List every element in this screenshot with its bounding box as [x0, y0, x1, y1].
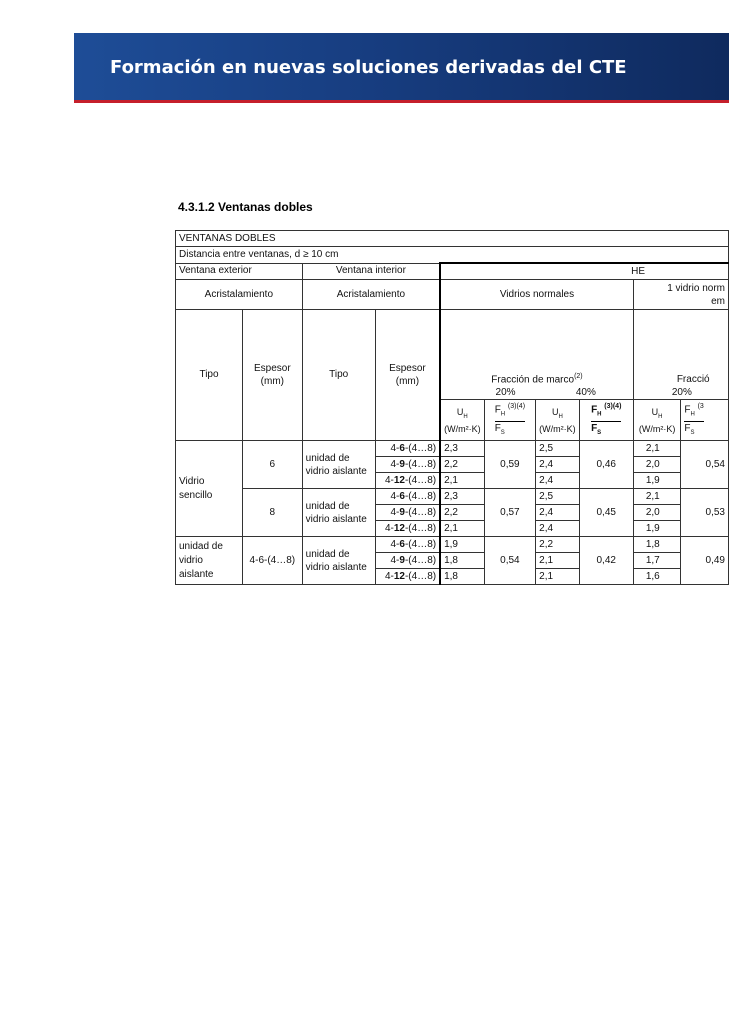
he-header: HE: [440, 263, 728, 280]
uh20-be-value: 2,1: [633, 441, 681, 457]
fh-fs-40-value: 0,45: [579, 489, 633, 537]
espesor-part: 4-: [390, 458, 400, 470]
uh40-value: 2,1: [536, 569, 579, 585]
tipo-int-header: Tipo: [302, 310, 375, 441]
uh40-value: 2,4: [536, 521, 579, 537]
espesor-part: 4-: [390, 490, 400, 502]
int-tipo-unidad-vidrio-aislante: [302, 441, 375, 489]
ext-espesor-8: 8: [243, 489, 303, 537]
espesor-part: 6: [399, 490, 405, 502]
fh-40: F: [591, 404, 598, 416]
page-title: Formación en nuevas soluciones derivadas del CTE: [110, 57, 627, 78]
fh-20-sub: H: [500, 411, 506, 418]
uh20-be-value: 1,9: [633, 473, 681, 489]
data-rows: [176, 441, 729, 585]
cell-line: unidad de: [305, 452, 350, 464]
int-espesor-cell: [375, 521, 440, 537]
cell-line: vidrio aislante: [305, 513, 367, 525]
fh-fs-20-value: 0,57: [484, 489, 536, 537]
fs-20-be-sub: S: [690, 430, 695, 437]
table-row: [176, 441, 729, 457]
cell-line: vidrio: [179, 554, 203, 566]
uh40-value: 2,4: [536, 457, 579, 473]
cell-line: sencillo: [179, 489, 213, 501]
distance-cell: Distancia entre ventanas, d ≥ 10 cm: [176, 247, 729, 264]
pct-20-be-label: 20%: [671, 387, 692, 398]
ext-espesor-6: 6: [243, 441, 303, 489]
bajo-emisivo-line1: 1 vidrio norm: [667, 282, 725, 294]
fh-fs-20-be-value: 0,53: [681, 489, 729, 537]
fs-20-sub: S: [500, 430, 505, 437]
uh20-value: 1,8: [440, 569, 484, 585]
fs-20: F: [494, 423, 501, 435]
uh-20-be-label: U: [651, 406, 659, 417]
acristalamiento-ext-header: Acristalamiento: [176, 280, 303, 310]
int-espesor-cell: [375, 505, 440, 521]
uh20-value: 2,1: [440, 521, 484, 537]
uh20-be-value: 1,9: [633, 521, 681, 537]
tipo-ext-header: Tipo: [176, 310, 243, 441]
table-row: [176, 489, 729, 505]
int-espesor-cell: [375, 457, 440, 473]
cell-line: Vidrio: [179, 475, 205, 487]
espesor-ext-header: Espesor: [253, 363, 291, 375]
fraccion-be-label: Fracció: [676, 374, 710, 385]
espesor-part: 4-: [384, 474, 394, 486]
fs-20-be: F: [684, 423, 691, 435]
uh-20-units: (W/m²·K): [444, 423, 481, 434]
uh-20-be-sub: H: [658, 413, 663, 420]
cell-line: aislante: [179, 568, 214, 580]
uh40-value: 2,5: [536, 441, 579, 457]
fh-20-sup: (3)(4): [507, 403, 526, 410]
uh-40-label: U: [551, 406, 559, 417]
cell-line: vidrio aislante: [305, 561, 367, 573]
uh20-value: 1,8: [440, 553, 484, 569]
fh-fs-20-be-value: 0,49: [681, 537, 729, 585]
int-tipo-unidad-vidrio-aislante: [302, 489, 375, 537]
fh-40-sup: (3)(4): [604, 403, 622, 410]
espesor-part: 6: [399, 538, 405, 550]
int-espesor-cell: [375, 489, 440, 505]
fh-40-sub: H: [597, 411, 602, 418]
fh-fs-20-be-label: [684, 400, 703, 440]
uh-40-sub: H: [558, 413, 563, 420]
espesor-part: 4-: [390, 538, 400, 550]
vidrios-normales-header: Vidrios normales: [440, 280, 633, 310]
espesor-part: -(4…8): [404, 458, 437, 470]
espesor-part: -(4…8): [404, 538, 437, 550]
cell-line: unidad de: [305, 548, 350, 560]
uh20-value: 2,3: [440, 441, 484, 457]
fh-20-be-sub: H: [690, 411, 695, 418]
uh20-value: 2,3: [440, 489, 484, 505]
fh-fs-40-value: 0,42: [579, 537, 633, 585]
int-espesor-cell: [375, 553, 440, 569]
fh-20-be: F: [684, 404, 691, 416]
fh-20: F: [494, 404, 501, 416]
uh20-be-value: 2,0: [633, 505, 681, 521]
pct-20-label: 20%: [495, 387, 516, 398]
espesor-part: -(4…8): [404, 554, 437, 566]
ventana-exterior-header: Ventana exterior: [176, 263, 303, 280]
espesor-part: -(4…8): [404, 442, 437, 454]
bajo-emisivo-line2: em: [711, 295, 725, 307]
espesor-part: -(4…8): [404, 522, 437, 534]
fh-20-be-sup: (3: [697, 403, 704, 410]
pct-40-label: 40%: [575, 387, 596, 398]
int-espesor-cell: [375, 569, 440, 585]
header-banner: [74, 33, 729, 103]
espesor-part: 12: [393, 570, 405, 582]
ext-espesor-uva: 4-6-(4…8): [243, 537, 303, 585]
uh20-be-value: 1,7: [633, 553, 681, 569]
espesor-part: -(4…8): [404, 474, 437, 486]
cell-line: unidad de: [305, 500, 350, 512]
uh40-value: 2,1: [536, 553, 579, 569]
ventana-interior-header: Ventana interior: [302, 263, 440, 280]
espesor-part: -(4…8): [404, 506, 437, 518]
fh-fs-20-be-value: 0,54: [681, 441, 729, 489]
uh20-value: 1,9: [440, 537, 484, 553]
cell-line: unidad de: [179, 540, 223, 552]
espesor-int-header: Espesor: [389, 363, 426, 375]
uh40-value: 2,4: [536, 505, 579, 521]
fs-40: F: [591, 423, 598, 435]
table-row: [176, 537, 729, 553]
fs-40-sub: S: [597, 430, 602, 437]
espesor-part: 4-: [390, 442, 400, 454]
uh20-be-value: 1,8: [633, 537, 681, 553]
espesor-part: 4-: [384, 570, 394, 582]
uh-20-label: U: [456, 406, 464, 417]
int-tipo-unidad-vidrio-aislante: [302, 537, 375, 585]
int-espesor-cell: [375, 473, 440, 489]
fh-fs-40-value: 0,46: [579, 441, 633, 489]
acristalamiento-int-header: Acristalamiento: [302, 280, 440, 310]
espesor-part: -(4…8): [404, 570, 437, 582]
uh-20-sub: H: [463, 413, 468, 420]
espesor-part: 4-: [384, 522, 394, 534]
espesor-part: 4-: [390, 506, 400, 518]
espesor-part: 6: [399, 442, 405, 454]
espesor-ext-mm: (mm): [260, 376, 284, 388]
uh20-be-value: 1,6: [633, 569, 681, 585]
ext-tipo-unidad-vidrio-aislante: [176, 537, 243, 585]
espesor-part: 9: [399, 554, 405, 566]
uh40-value: 2,5: [536, 489, 579, 505]
fraccion-marco-label: Fracción de marco: [491, 374, 575, 385]
uh20-value: 2,2: [440, 457, 484, 473]
espesor-part: 9: [399, 458, 405, 470]
espesor-part: 12: [393, 474, 405, 486]
uh40-value: 2,2: [536, 537, 579, 553]
fh-fs-40-label: [591, 400, 621, 440]
espesor-part: 12: [393, 522, 405, 534]
uh-20-be-units: (W/m²·K): [638, 423, 676, 434]
uh20-be-value: 2,0: [633, 457, 681, 473]
espesor-part: 4-: [390, 554, 400, 566]
fh-fs-20-label: [495, 400, 525, 440]
uh20-value: 2,1: [440, 473, 484, 489]
banner-stripe: [74, 100, 729, 103]
caption-cell: VENTANAS DOBLES: [176, 231, 729, 247]
fh-fs-20-value: 0,59: [484, 441, 536, 489]
uh20-value: 2,2: [440, 505, 484, 521]
uh-40-units: (W/m²·K): [539, 423, 576, 434]
ext-tipo-vidrio-sencillo: [176, 441, 243, 537]
uh40-value: 2,4: [536, 473, 579, 489]
cell-line: vidrio aislante: [305, 465, 367, 477]
espesor-part: 9: [399, 506, 405, 518]
uh20-be-value: 2,1: [633, 489, 681, 505]
espesor-int-mm: (mm): [395, 376, 420, 388]
fraccion-footnote: (2): [574, 372, 583, 380]
fh-fs-20-value: 0,54: [484, 537, 536, 585]
section-title: 4.3.1.2 Ventanas dobles: [178, 200, 313, 214]
espesor-part: -(4…8): [404, 490, 437, 502]
ventanas-dobles-table: [175, 230, 729, 582]
int-espesor-cell: [375, 441, 440, 457]
int-espesor-cell: [375, 537, 440, 553]
